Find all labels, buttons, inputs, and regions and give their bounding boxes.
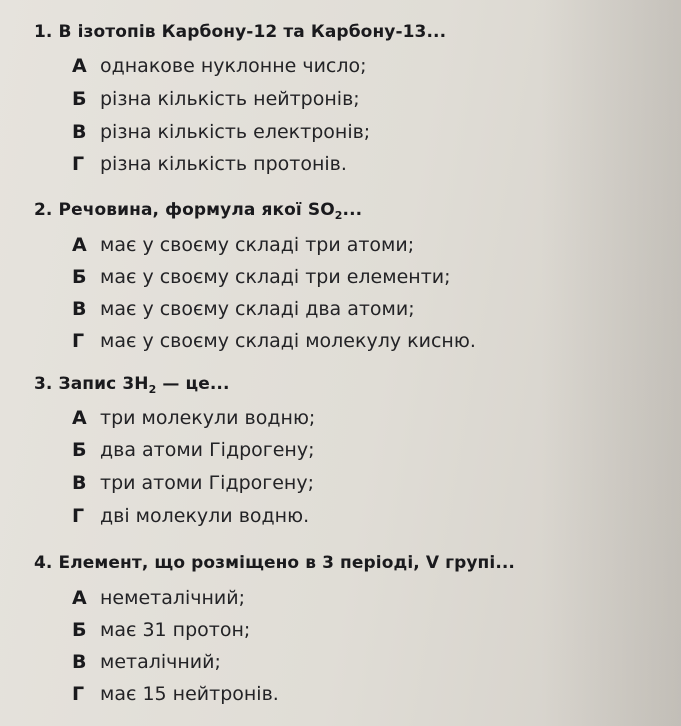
option-letter: Б bbox=[72, 88, 87, 110]
option-text: різна кількість електронів; bbox=[100, 121, 371, 143]
option-b bbox=[72, 439, 315, 465]
option-letter: Г bbox=[72, 505, 85, 527]
question-number: 1. bbox=[34, 22, 53, 42]
option-text: два атоми Гідрогену; bbox=[100, 439, 315, 461]
option-text: має 15 нейтронів. bbox=[100, 683, 279, 705]
option-d bbox=[72, 683, 279, 709]
option-text: має 31 протон; bbox=[100, 619, 251, 641]
option-letter: Б bbox=[72, 439, 87, 461]
option-c bbox=[72, 121, 370, 147]
question-text bbox=[59, 374, 230, 394]
option-letter: А bbox=[72, 234, 87, 256]
option-letter: А bbox=[72, 407, 87, 429]
option-text: різна кількість нейтронів; bbox=[100, 88, 360, 110]
question-number: 4. bbox=[34, 553, 53, 573]
question-number: 3. bbox=[34, 374, 53, 394]
option-text: металічний; bbox=[100, 651, 221, 673]
subscript: 2 bbox=[334, 209, 343, 222]
option-letter: Г bbox=[72, 153, 85, 175]
option-d bbox=[72, 330, 476, 356]
option-text: різна кількість протонів. bbox=[100, 153, 347, 175]
option-d bbox=[72, 153, 347, 179]
option-letter: А bbox=[72, 587, 87, 609]
stem-part: Запис 3H bbox=[58, 374, 149, 394]
option-text: однакове нуклонне число; bbox=[100, 55, 367, 77]
option-text: має у своєму складі три елементи; bbox=[100, 266, 451, 288]
option-letter: В bbox=[72, 472, 87, 494]
stem-part: Речовина, формула якої SO bbox=[58, 200, 335, 220]
option-text: має у своєму складі молекулу кисню. bbox=[100, 330, 476, 352]
subscript: 2 bbox=[148, 383, 157, 396]
option-letter: А bbox=[72, 55, 87, 77]
option-b bbox=[72, 266, 451, 292]
option-text: дві молекули водню. bbox=[100, 505, 310, 527]
question-text: Елемент, що розміщено в 3 періоді, V групі... bbox=[58, 553, 515, 573]
option-text: неметалічний; bbox=[100, 587, 246, 609]
option-c bbox=[72, 651, 221, 677]
option-text: три атоми Гідрогену; bbox=[100, 472, 315, 494]
question-4-stem bbox=[34, 553, 515, 573]
option-b bbox=[72, 88, 360, 114]
option-letter: В bbox=[72, 121, 87, 143]
question-2-stem bbox=[34, 200, 362, 222]
option-a bbox=[72, 55, 367, 81]
option-d bbox=[72, 505, 309, 531]
question-text bbox=[59, 200, 363, 220]
question-text: В ізотопів Карбону-12 та Карбону-13... bbox=[58, 22, 447, 42]
option-b bbox=[72, 619, 250, 645]
option-a bbox=[72, 407, 315, 433]
question-3-stem bbox=[34, 374, 230, 396]
option-c bbox=[72, 472, 314, 498]
question-1-stem bbox=[34, 22, 446, 42]
option-c bbox=[72, 298, 415, 324]
option-text: має у своєму складі три атоми; bbox=[100, 234, 415, 256]
option-letter: Б bbox=[72, 619, 87, 641]
option-a bbox=[72, 587, 245, 613]
option-letter: Г bbox=[72, 683, 85, 705]
option-letter: В bbox=[72, 298, 87, 320]
option-letter: В bbox=[72, 651, 87, 673]
question-number: 2. bbox=[34, 200, 53, 220]
option-letter: Б bbox=[72, 266, 87, 288]
option-text: має у своєму складі два атоми; bbox=[100, 298, 415, 320]
option-a bbox=[72, 234, 414, 260]
stem-part: — це... bbox=[156, 374, 230, 394]
page-shadow bbox=[541, 0, 681, 726]
stem-part: ... bbox=[342, 200, 363, 220]
option-text: три молекули водню; bbox=[100, 407, 316, 429]
option-letter: Г bbox=[72, 330, 85, 352]
